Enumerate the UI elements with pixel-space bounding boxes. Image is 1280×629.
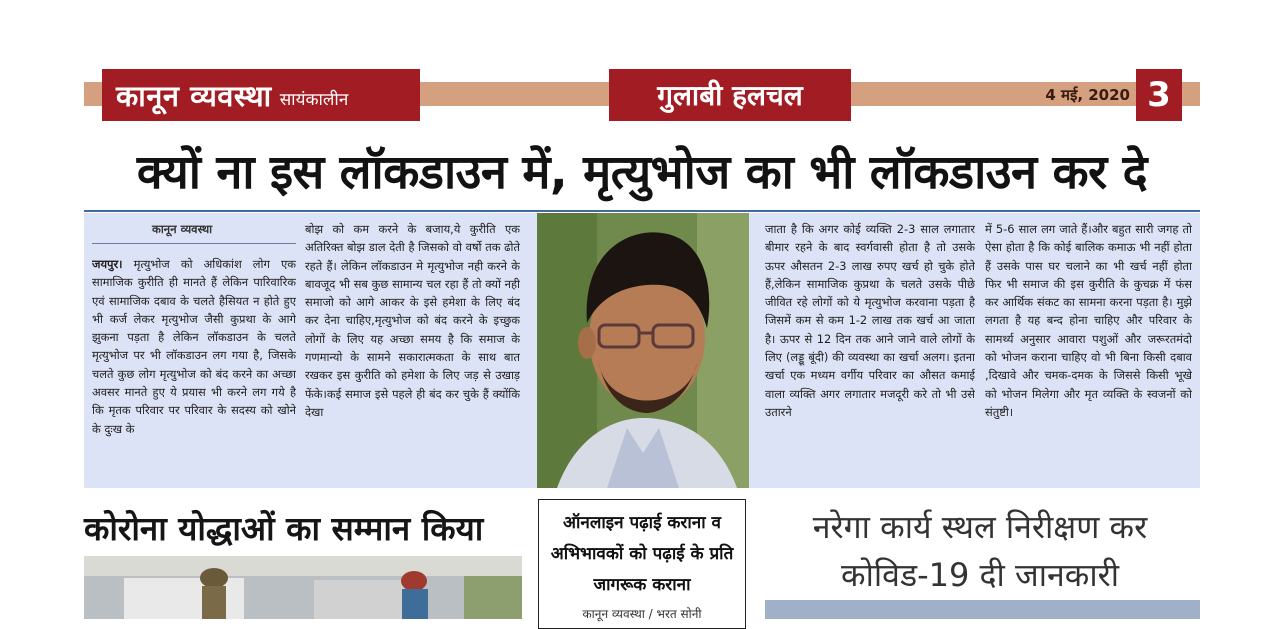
brand-name: कानून व्यवस्था <box>116 78 272 113</box>
main-headline: क्यों ना इस लॉकडाउन में, मृत्युभोज का भी लॉकडाउन कर दे <box>136 145 1148 200</box>
story-byline: कानून व्यवस्था <box>92 222 296 244</box>
story-column-2: बोझ को कम करने के बजाय,ये कुरीति एक अतिरिक्त बोझ डाल देती है जिसको वो वर्षो तक ढोते रहते हैं। लेकिन लॉकडाउन मे मृत्युभोज नही करने के बावजूद भी सब कुछ सामान्य चल रहा हैं तो क्यों नही समाजो को आगे आकर के इसे हमेशा के लिए बंद कर देना चाहिए,मृत्युभोज को बंद करने के इच्छुक लोगों के लिए यह अच्छा समय है कि समाज के गणमान्यो के सामने सकारात्मकता के साथ बात रखकर इस कुरीति को हमेशा के लिए जड़ से उखाड़ फेंके।कई समाज इसे पहले ही बंद कर चुके हैं क्योंकि देखा <box>305 222 520 419</box>
issue-date: 4 मई, 2020 <box>1045 86 1130 104</box>
story-column-1 <box>92 255 296 525</box>
section-label: गुलाबी हलचल <box>609 69 851 121</box>
online-study-byline: कानून व्यवस्था / भरत सोनी <box>582 607 702 621</box>
brand-subtitle: सायंकालीन <box>279 89 349 110</box>
story-column-4: में 5-6 साल लग जाते हैं।और बहुत सारी जगह तो ऐसा होता है कि कोई बालिक कमाऊ भी नहीं होता हैं उसके पास घर चलाने का भी खर्च नहीं होता फिर भी समाज की इस कुरीति के कुचक्र में फंस कर आर्थिक संकट का सामना करना पड़ता है। मुझे लगता है यह बन्द होना चाहिए और परिवार के सामर्थ्य अनुसार आवारा पशुओं और जरूरतमंदो को भोजन कराना चाहिए वो भी बिना किसी दबाव ,दिखावे और चमक-दमक के जिससे किसी भूखे को भोजन मिलेगा और मृत व्यक्ति के स्वजनों को संतुष्टी। <box>985 222 1192 419</box>
author-photo <box>537 213 749 488</box>
narega-photo <box>765 600 1200 619</box>
online-study-article <box>538 499 746 629</box>
online-study-headline: ऑनलाइन पढ़ाई कराना व अभिभावकों को पढ़ाई के प्रति जागरूक कराना <box>550 513 734 595</box>
story-dateline: जयपुर। <box>92 257 123 271</box>
corona-photo <box>84 556 522 619</box>
story-column-1-text: मृत्युभोज को अधिकांश लोग एक सामाजिक कुरीति ही मानते हैं लेकिन पारिवारिक एवं सामाजिक दबाव के चलते हैसियत न होते हुए भी कर्ज लेकर मृत्युभोज जैसी कुप्रथा के आगे झुकना पड़ता है लेकिन लॉकडाउन के चलते मृत्युभोज पर भी लॉकडाउन लग गया है, जिसके चलते कुछ लोग मृत्युभोज को बंद करने का अच्छा अवसर मानते हुए ये प्रयास भी करने लग गये है कि मृतक परिवार पर परिवार के सदस्य को खोने के दुःख के <box>92 257 296 436</box>
headline-divider <box>84 210 1200 212</box>
newspaper-logo <box>102 69 420 121</box>
author-photo-illustration <box>537 213 749 488</box>
corona-photo-illustration <box>84 556 522 619</box>
narega-headline: नरेगा कार्य स्थल निरीक्षण कर कोविड-19 दी जानकारी <box>812 508 1148 594</box>
page-number: 3 <box>1136 69 1182 121</box>
story-column-3: जाता है कि अगर कोई व्यक्ति 2-3 साल लगातार बीमार रहने के बाद स्वर्गवासी होता है तो उसके ऊपर औसतन 2-3 लाख रुपए खर्च हो चुके होते हैं,लेकिन सामाजिक कुप्रथा के चलते उसके पीछे जीवित रहे लोगों को ये मृत्युभोज करवाना पड़ता है जिसमें कम से कम 1-2 लाख तक खर्च आ जाता है। ऊपर से 12 दिन तक आने जाने वाले लोगों के लिए (लड्डू बूंदी) की व्यवस्था का खर्चा अलग। इतना खर्चा एक मध्यम वर्गीय परिवार का औसत कमाई वाला व्यक्ति अगर लगातार मजदूरी करे तो भी उसे उतारने <box>765 222 975 419</box>
corona-headline: कोरोना योद्धाओं का सम्मान किया <box>84 509 484 548</box>
